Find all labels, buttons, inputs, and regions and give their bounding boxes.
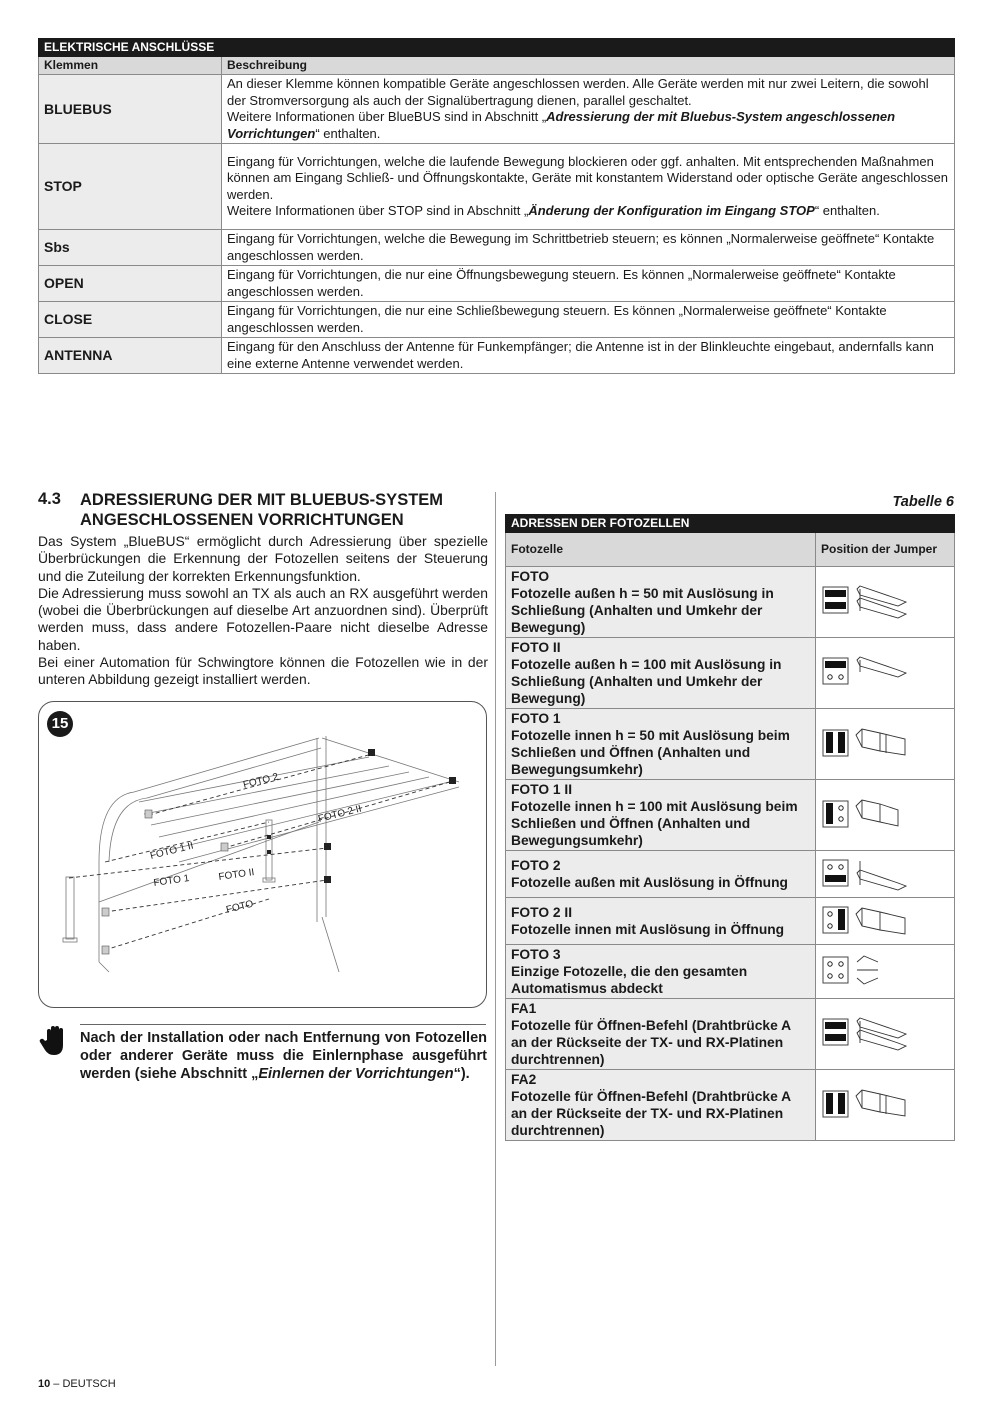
installation-note: Nach der Installation oder nach Entfernung von Fotozellen oder anderer Geräte muss die Einlernphase ausgeführt werden (siehe Abschnitt „Einlernen der Vorrichtungen“). (80, 1030, 487, 1082)
beam-label: FOTO II (217, 867, 256, 883)
table-row (506, 898, 955, 945)
table-caption: Tabelle 6 (892, 494, 954, 510)
photocell-description: Fotozelle außen h = 50 mit Auslösung in Schließung (Anhalten und Umkehr der Bewegung) (511, 586, 774, 635)
column-divider (495, 492, 496, 1366)
photocell-name: FOTO (511, 569, 550, 584)
terminal-description: Eingang für Vorrichtungen, die nur eine Schließbewegung steuern. Es können „Normalerweise geöffnete“ Kontakte angeschlossen werden. (222, 302, 955, 338)
terminal-description: An dieser Klemme können kompatible Geräte angeschlossen werden. Alle Geräte werden mit nur zwei Leitern, die sowohl der Stromversorgung als auch der Signalübertragung dienen, parallel geschaltet. Weitere Informationen über BlueBUS sind in Abschnitt „Adressierung der mit Bluebus-System angeschlossenen Vorrichtungen“ enthalten. (222, 75, 955, 144)
jumper-position-icon (816, 567, 955, 638)
photocell-description: Fotozelle für Öffnen-Befehl (Drahtbrücke A an der Rückseite der TX- und RX-Platinen durchtrennen) (511, 1089, 791, 1138)
paragraph: Bei einer Automation für Schwingtore können die Fotozellen wie in der unteren Abbildung gezeigt installiert werden. (38, 654, 488, 688)
photocell-name: FOTO II (511, 640, 561, 655)
table-row (39, 266, 955, 302)
table-row (506, 851, 955, 898)
terminal-description: Eingang für Vorrichtungen, welche die laufende Bewegung blockieren oder ggf. anhalten. Mit entsprechenden Maßnahmen können am Eingang Schließ- und Öffnungskontakte, Geräte mit konstantem Widerstand oder optische Geräte angeschlossen werden. Weitere Informationen über STOP sind in Abschnitt „Änderung der Konfiguration im Eingang STOP“ enthalten. (222, 144, 955, 230)
gate-installation-diagram (39, 702, 486, 1007)
paragraph: Die Adressierung muss sowohl an TX als auch an RX ausgeführt werden (wobei die Überbrückungen auf dieselbe Art anzuordnen sind). Überprüft werden muss, dass andere Fotozellen-Paare nicht dieselbe Adresse haben. (38, 584, 488, 653)
table-row (39, 144, 955, 230)
photocell-name: FOTO 1 (511, 711, 561, 726)
beam-label: FOTO 1 (152, 873, 191, 889)
jumper-position-icon (816, 898, 955, 945)
jumper-position-icon (816, 638, 955, 709)
column-header-description: Beschreibung (222, 57, 955, 75)
table-row (506, 999, 955, 1070)
terminal-name: ANTENNA (39, 338, 222, 374)
photocell-addresses-table (505, 514, 955, 1141)
table-row (506, 709, 955, 780)
jumper-position-icon (816, 945, 955, 999)
electrical-connections-table (38, 38, 955, 374)
terminal-name: OPEN (39, 266, 222, 302)
footer-language: – DEUTSCH (50, 1378, 116, 1390)
paragraph: Das System „BlueBUS“ ermöglicht durch Adressierung über spezielle Überbrückungen die Erkennung der Fotozellen seitens der Steuerung und die Zuteilung der korrekten Erkennungsfunktion. (38, 533, 488, 584)
column-header-photocell: Fotozelle (506, 533, 816, 567)
table-row (39, 338, 955, 374)
page-number: 10 (38, 1378, 51, 1390)
photocell-description: Fotozelle innen h = 50 mit Auslösung beim Schließen und Öffnen (Anhalten und Bewegungsumkehr) (511, 728, 790, 777)
section-body (38, 533, 488, 689)
terminal-description: Eingang für Vorrichtungen, welche die Bewegung im Schrittbetrieb steuern; es können „Normalerweise geöffnete“ Kontakte angeschlossen werden. (222, 230, 955, 266)
table-title: ADRESSEN DER FOTOZELLEN (506, 515, 955, 533)
photocell-name: FOTO 1 II (511, 782, 573, 797)
photocell-description: Fotozelle außen h = 100 mit Auslösung in Schließung (Anhalten und Umkehr der Bewegung) (511, 657, 782, 706)
table-row (506, 1070, 955, 1141)
terminal-name: CLOSE (39, 302, 222, 338)
terminal-description: Eingang für Vorrichtungen, die nur eine Öffnungsbewegung steuern. Es können „Normalerweise geöffnete“ Kontakte angeschlossen werden. (222, 266, 955, 302)
page-footer (38, 1378, 116, 1390)
column-header-jumper: Position der Jumper (816, 533, 955, 567)
photocell-name: FOTO 2 II (511, 905, 573, 920)
photocell-name: FOTO 2 (511, 858, 561, 873)
note-divider (80, 1024, 486, 1025)
beam-label: FOTO (225, 898, 255, 916)
jumper-position-icon (816, 780, 955, 851)
beam-label: FOTO 2 (242, 771, 280, 791)
table-row (506, 780, 955, 851)
table-row (39, 302, 955, 338)
photocell-description: Einzige Fotozelle, die den gesamten Automatismus abdeckt (511, 964, 748, 996)
table-row (506, 638, 955, 709)
jumper-position-icon (816, 709, 955, 780)
photocell-name: FA1 (511, 1001, 537, 1016)
figure-15-photocell-installation (38, 701, 487, 1008)
jumper-position-icon (816, 851, 955, 898)
photocell-description: Fotozelle für Öffnen-Befehl (Drahtbrücke A an der Rückseite der TX- und RX-Platinen durchtrennen) (511, 1018, 791, 1067)
column-header-terminal: Klemmen (39, 57, 222, 75)
jumper-position-icon (816, 999, 955, 1070)
table-row (39, 75, 955, 144)
photocell-description: Fotozelle innen mit Auslösung in Öffnung (511, 922, 785, 937)
table-row (506, 567, 955, 638)
beam-label: FOTO 1 II (149, 840, 195, 862)
section-number: 4.3 (38, 490, 61, 508)
figure-number-badge: 15 (47, 711, 73, 737)
table-title: ELEKTRISCHE ANSCHLÜSSE (39, 39, 955, 57)
photocell-description: Fotozelle außen mit Auslösung in Öffnung (511, 875, 788, 890)
table-row (506, 945, 955, 999)
hand-stop-icon (38, 1024, 72, 1063)
terminal-description: Eingang für den Anschluss der Antenne für Funkempfänger; die Antenne ist in der Blinkleuchte eingebaut, andernfalls kann eine externe Antenne verwendet werden. (222, 338, 955, 374)
photocell-description: Fotozelle innen h = 100 mit Auslösung beim Schließen und Öffnen (Anhalten und Bewegungsumkehr) (511, 799, 798, 848)
terminal-name: BLUEBUS (39, 75, 222, 144)
terminal-name: STOP (39, 144, 222, 230)
photocell-name: FOTO 3 (511, 947, 561, 962)
photocell-name: FA2 (511, 1072, 537, 1087)
section-title: ADRESSIERUNG DER MIT BLUEBUS-SYSTEM ANGESCHLOSSENEN VORRICHTUNGEN (80, 491, 444, 529)
jumper-position-icon (816, 1070, 955, 1141)
terminal-name: Sbs (39, 230, 222, 266)
beam-label: FOTO 2 II (317, 803, 363, 825)
table-row (39, 230, 955, 266)
